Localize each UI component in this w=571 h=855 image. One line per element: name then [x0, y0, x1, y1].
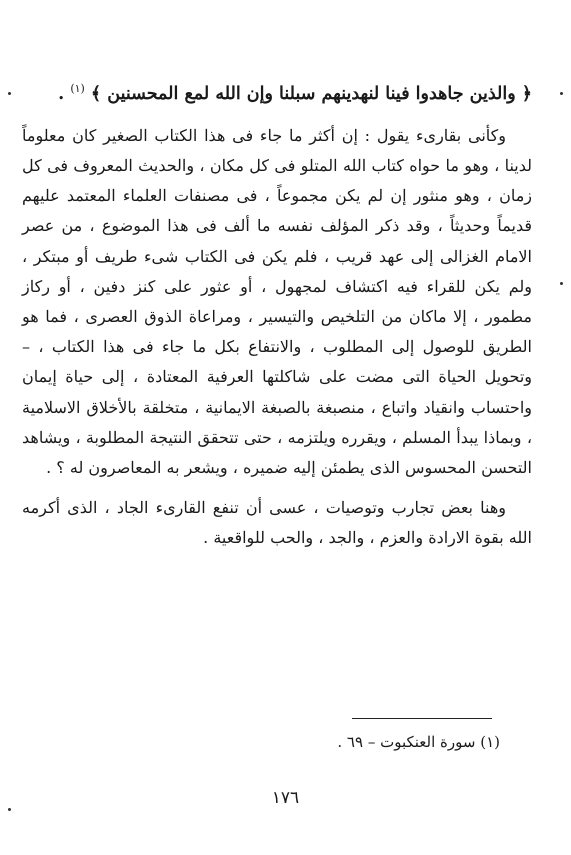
footnote-ref: (١): [70, 82, 85, 95]
scan-speck: [8, 808, 11, 811]
footnote: (١) سورة العنكبوت – ٦٩ .: [337, 733, 500, 751]
paragraph-2: وهنا بعض تجارب وتوصيات ، عسى أن تنفع القارىء الجاد ، الذى أكرمه الله بقوة الارادة والعزم ، والجد ، والحب للواقعية .: [22, 498, 532, 548]
footnote-divider: [352, 718, 492, 719]
scan-speck: [560, 92, 563, 95]
scan-speck: [560, 282, 563, 285]
page-number: ١٧٦: [271, 788, 300, 808]
page-body: [22, 70, 532, 554]
verse-text: ﴿ والذين جاهدوا فينا لنهدينهم سبلنا وإن الله لمع المحسنين ﴾: [90, 83, 532, 104]
paragraph-1: وكأنى بقارىء يقول : إن أكثر ما جاء فى هذا الكتاب الصغير كان معلوماً لدينا ، وهو ما حواه كتاب الله المتلو فى كل مكان ، والحديث المعروف فى كل زمان ، وهو منثور إن لم يكن مجموعاً ، فى مصنفات العلماء المعتمد عليهم قديماً وحديثاً ، وقد ذكر المؤلف نفسه ما ألف فى هذا الموضوع ، من عصر الامام الغزالى إلى عهد قريب ، فلم يكن فى الكتاب شىء طريف أو مبتكر ، ولم يكن للقراء فيه اكتشاف لمجهول ، أو عثور على كنز دفين ، أو ركاز مطمور ، إلا ماكان من التلخيص والتيسير ، ومراعاة الذوق العصرى ، فما هو الطريق للوصول إلى المطلوب ، والانتفاع بكل ما جاء فى هذا الكتاب ، – وتحويل الحياة التى مضت على شاكلتها العرفية المعتادة ، إلى حياة إيمان واحتساب وانقياد واتباع ، منصبغة بالصبغة الايمانية ، متخلقة بالأخلاق الاسلامية ، وبماذا يبدأ المسلم ، ويقرره ويلتزمه ، حتى تتحقق النتيجة المطلوبة ، ويشاهد التحسن المحسوس الذى يطمئن إليه ضميره ، ويشعر به المعاصرون له ؟ .: [22, 125, 533, 478]
quran-verse: [22, 70, 532, 113]
scan-speck: [8, 92, 11, 95]
verse-end: .: [58, 83, 65, 104]
